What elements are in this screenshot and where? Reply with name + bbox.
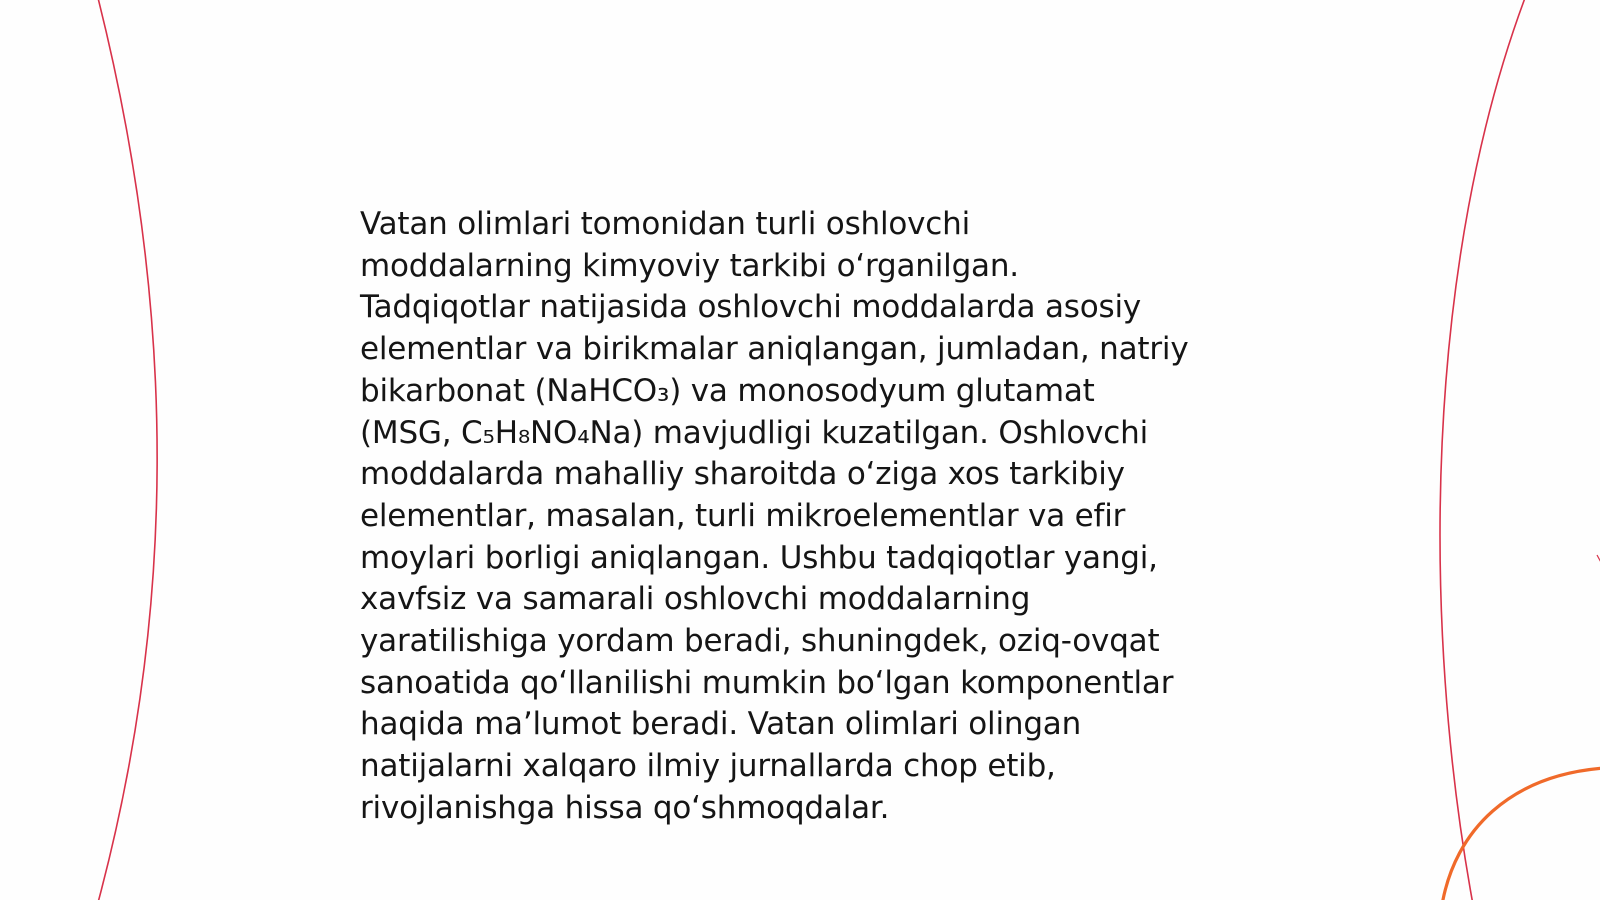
body-line: elementlar va birikmalar aniqlangan, jumladan, natriy	[360, 331, 1189, 368]
body-line: rivojlanishga hissa qo‘shmoqdalar.	[360, 789, 890, 826]
body-line: bikarbonat (NaHCO₃) va monosodyum glutamat	[360, 372, 1095, 409]
body-line: moddalarning kimyoviy tarkibi o‘rganilgan.	[360, 247, 1019, 284]
body-line: haqida ma’lumot beradi. Vatan olimlari olingan	[360, 706, 1082, 743]
body-line: Vatan olimlari tomonidan turli oshlovchi	[360, 206, 971, 242]
left-arc-decoration	[96, 0, 157, 900]
body-line: sanoatida qo‘llanilishi mumkin bo‘lgan komponentlar	[360, 664, 1174, 701]
body-line: Tadqiqotlar natijasida oshlovchi moddalarda asosiy	[360, 289, 1142, 326]
body-line: moddalarda mahalliy sharoitda o‘ziga xos tarkibiy	[360, 456, 1125, 493]
body-line: natijalarni xalqaro ilmiy jurnallarda chop etib,	[360, 748, 1056, 785]
body-line: (MSG, C₅H₈NO₄Na) mavjudligi kuzatilgan. Oshlovchi	[360, 414, 1149, 451]
body-paragraph	[360, 204, 1240, 830]
right-arc-decoration	[1440, 0, 1528, 900]
body-line: yaratilishiga yordam beradi, shuningdek, oziq-ovqat	[360, 623, 1160, 660]
orange-circle-decoration	[1442, 768, 1600, 900]
body-line: moylari borligi aniqlangan. Ushbu tadqiqotlar yangi,	[360, 539, 1158, 576]
body-line: xavfsiz va samarali oshlovchi moddalarning	[360, 581, 1031, 618]
body-line: elementlar, masalan, turli mikroelementlar va efir	[360, 497, 1126, 534]
